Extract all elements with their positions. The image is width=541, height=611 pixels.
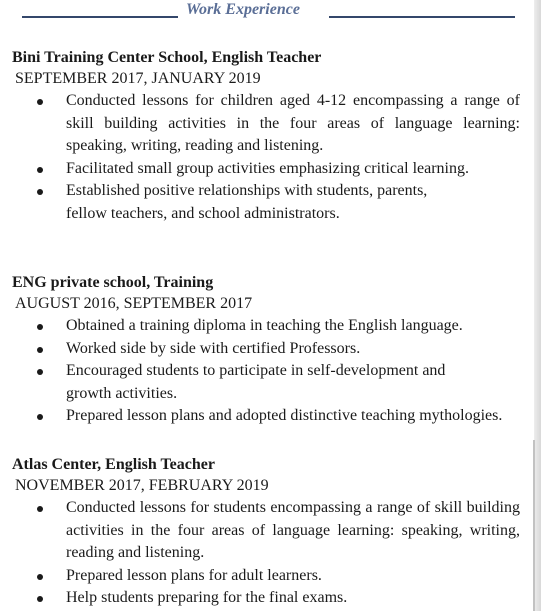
job-bullet: [12, 158, 532, 181]
job-bullet-text: Conducted lessons for children aged 4-12 encompassing a range of skill building activities in the four areas of language learning: speaking, writing, reading and listening.: [66, 92, 520, 154]
job-entry: [12, 273, 532, 428]
work-experience-header: [0, 0, 541, 26]
job-bullet: [12, 315, 532, 338]
job-dates: AUGUST 2016, SEPTEMBER 2017: [15, 295, 253, 312]
bullet-icon: [37, 596, 43, 602]
page-edge-divider: [533, 440, 535, 611]
job-bullet-list: [12, 497, 532, 610]
job-bullet-list: [12, 90, 532, 225]
job-bullet-text: Facilitated small group activities emphasizing critical learning.: [66, 159, 469, 177]
job-dates: NOVEMBER 2017, FEBRUARY 2019: [15, 477, 269, 494]
header-rule-right: [329, 16, 515, 18]
bullet-icon: [37, 324, 43, 330]
job-entry: [12, 48, 532, 225]
job-bullet-text: Worked side by side with certified Professors.: [66, 339, 361, 357]
job-bullet: [12, 565, 532, 588]
job-entry: [12, 455, 532, 610]
job-bullet: [12, 587, 532, 610]
job-bullet: [12, 338, 532, 361]
bullet-icon: [37, 189, 43, 195]
bullet-icon: [37, 574, 43, 580]
bullet-icon: [37, 369, 43, 375]
job-bullet: [12, 180, 532, 225]
job-bullet: [12, 90, 532, 158]
job-bullet-text: Prepared lesson plans for adult learners.: [66, 566, 322, 584]
job-bullet: [12, 405, 532, 428]
job-bullet: [12, 360, 532, 405]
bullet-icon: [37, 414, 43, 420]
bullet-icon: [37, 506, 43, 512]
job-bullet: [12, 497, 532, 565]
job-bullet-text: Help students preparing for the final exams.: [66, 589, 348, 606]
job-title: ENG private school, Training: [12, 274, 214, 291]
job-bullet-text: Established positive relationships with students, parents, fellow teachers, and school administrators.: [66, 182, 428, 222]
job-bullet-text: Prepared lesson plans and adopted distinctive teaching mythologies.: [66, 407, 503, 424]
page-edge-shadow: [534, 0, 541, 611]
job-bullet-text: Conducted lessons for students encompassing a range of skill building activities in the four areas of language learning: speaking, writing, reading and listening.: [66, 499, 520, 561]
job-dates: SEPTEMBER 2017, JANUARY 2019: [15, 70, 261, 87]
bullet-icon: [37, 99, 43, 105]
bullet-icon: [37, 167, 43, 173]
job-title: Atlas Center, English Teacher: [12, 456, 215, 473]
section-title: Work Experience: [186, 1, 300, 18]
job-bullet-list: [12, 315, 532, 428]
job-title: Bini Training Center School, English Teacher: [12, 49, 322, 66]
header-rule-left: [22, 16, 178, 18]
job-bullet-text: Encouraged students to participate in self-development and growth activities.: [66, 362, 446, 402]
job-bullet-text: Obtained a training diploma in teaching the English language.: [66, 317, 463, 334]
bullet-icon: [37, 347, 43, 353]
